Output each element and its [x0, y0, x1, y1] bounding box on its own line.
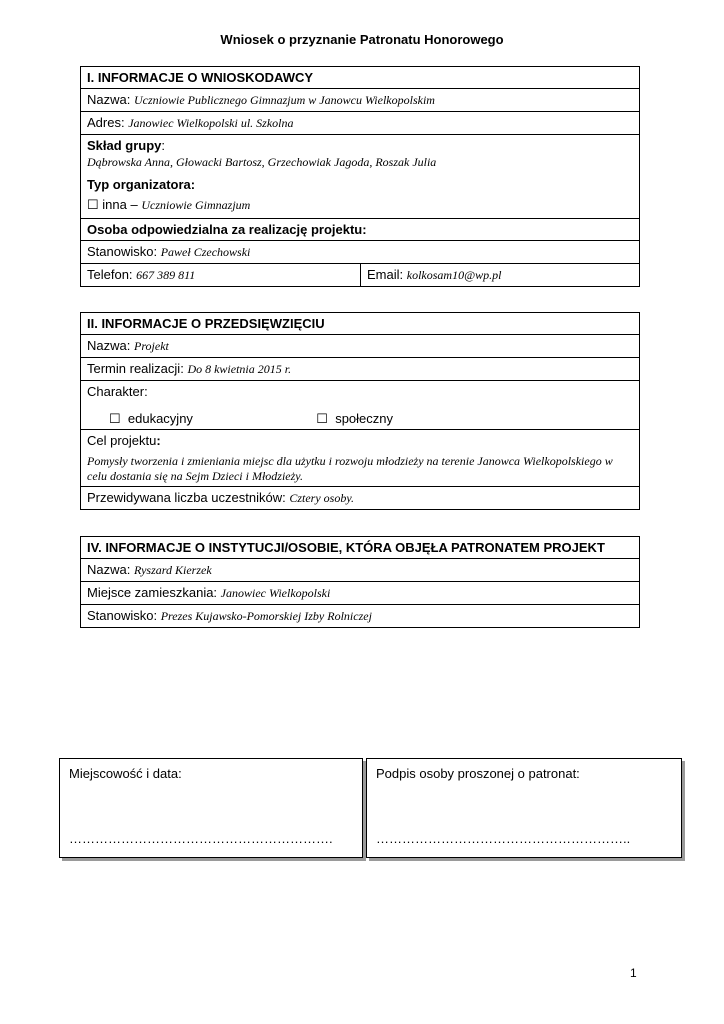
participants-row: [81, 487, 640, 510]
signature-label: Podpis osoby proszonej o patronat:: [376, 766, 580, 781]
applicant-name-label: Nazwa:: [87, 92, 131, 107]
patron-position-row: [81, 605, 640, 628]
section-applicant-header: I. INFORMACJE O WNIOSKODAWCY: [81, 67, 640, 89]
deadline-label: Termin realizacji:: [87, 361, 184, 376]
organizer-type-value: Uczniowie Gimnazjum: [141, 198, 251, 212]
character-row: [81, 381, 640, 430]
signature-box: [366, 758, 682, 858]
applicant-address-label: Adres:: [87, 115, 125, 130]
phone-label: Telefon:: [87, 267, 133, 282]
group-composition-label: Skład grupy: [87, 138, 162, 153]
patron-name-value: Ryszard Kierzek: [133, 563, 212, 577]
place-date-label: Miejscowość i data:: [69, 766, 182, 781]
character-options: [87, 400, 633, 427]
patron-position-label: Stanowisko:: [87, 608, 158, 623]
checkbox-icon[interactable]: ☐: [316, 411, 328, 426]
patron-name-label: Nazwa:: [87, 562, 131, 577]
section-project-header: II. INFORMACJE O PRZEDSIĘWZIĘCIU: [81, 313, 640, 335]
group-composition-value: Dąbrowska Anna, Głowacki Bartosz, Grzechowiak Jagoda, Roszak Julia: [87, 155, 437, 169]
character-option-social-label: społeczny: [335, 411, 393, 426]
applicant-name-value: Uczniowie Publicznego Gimnazjum w Janowcu Wielkopolskim: [133, 93, 435, 107]
character-option-educational[interactable]: [109, 410, 193, 427]
section-patron: [80, 536, 640, 628]
participants-value: Cztery osoby.: [289, 491, 354, 505]
checkbox-icon[interactable]: ☐: [87, 197, 99, 212]
phone-cell: [81, 264, 361, 287]
applicant-address-value: Janowiec Wielkopolski ul. Szkolna: [128, 116, 294, 130]
patron-name-row: [81, 559, 640, 582]
participants-label: Przewidywana liczba uczestników:: [87, 490, 286, 505]
page-number: 1: [630, 966, 637, 980]
responsible-person-label: Osoba odpowiedzialna za realizację projektu:: [81, 219, 640, 241]
project-name-value: Projekt: [133, 339, 169, 353]
group-composition-colon: :: [161, 138, 166, 153]
checkbox-icon[interactable]: ☐: [109, 411, 121, 426]
organizer-type-option: [87, 196, 633, 214]
organizer-type-option-label: inna –: [102, 197, 138, 212]
project-goal-colon: :: [156, 433, 161, 448]
character-option-social[interactable]: [316, 410, 393, 427]
patron-residence-row: [81, 582, 640, 605]
applicant-name-row: [81, 89, 640, 112]
email-label: Email:: [367, 267, 404, 282]
section-applicant: [80, 66, 640, 287]
section-project: [80, 312, 640, 510]
organizer-type-label: Typ organizatora:: [87, 177, 196, 192]
patron-residence-value: Janowiec Wielkopolski: [220, 586, 331, 600]
position-row: [81, 241, 640, 264]
patron-position-value: Prezes Kujawsko-Pomorskiej Izby Rolniczej: [160, 609, 372, 623]
project-goal-row: [81, 430, 640, 487]
project-name-label: Nazwa:: [87, 338, 131, 353]
position-label: Stanowisko:: [87, 244, 158, 259]
patron-residence-label: Miejsce zamieszkania:: [87, 585, 218, 600]
signature-field[interactable]: …………………………………………………..: [376, 831, 631, 846]
place-date-field[interactable]: …………………………………………………….: [69, 831, 333, 846]
deadline-value: Do 8 kwietnia 2015 r.: [187, 362, 292, 376]
project-goal-label: Cel projektu: [87, 433, 157, 448]
project-name-row: [81, 335, 640, 358]
applicant-address-row: [81, 112, 640, 135]
section-patron-header: IV. INFORMACJE O INSTYTUCJI/OSOBIE, KTÓRA OBJĘŁA PATRONATEM PROJEKT: [81, 537, 640, 559]
position-value: Paweł Czechowski: [160, 245, 251, 259]
phone-value: 667 389 811: [136, 268, 196, 282]
character-label: Charakter:: [87, 384, 148, 399]
place-date-box: [59, 758, 363, 858]
document-title: Wniosek o przyznanie Patronatu Honorowego: [220, 32, 504, 47]
character-option-educational-label: edukacyjny: [127, 411, 193, 426]
email-cell: [361, 264, 640, 287]
group-composition-row: [81, 135, 640, 219]
email-value: kolkosam10@wp.pl: [406, 268, 502, 282]
project-goal-value: Pomysły tworzenia i zmieniania miejsc dla użytku i rozwoju młodzieży na terenie Janowca Wielkopolskiego w celu dostania się na Sejm Dzieci i Młodzieży.: [87, 454, 613, 483]
deadline-row: [81, 358, 640, 381]
